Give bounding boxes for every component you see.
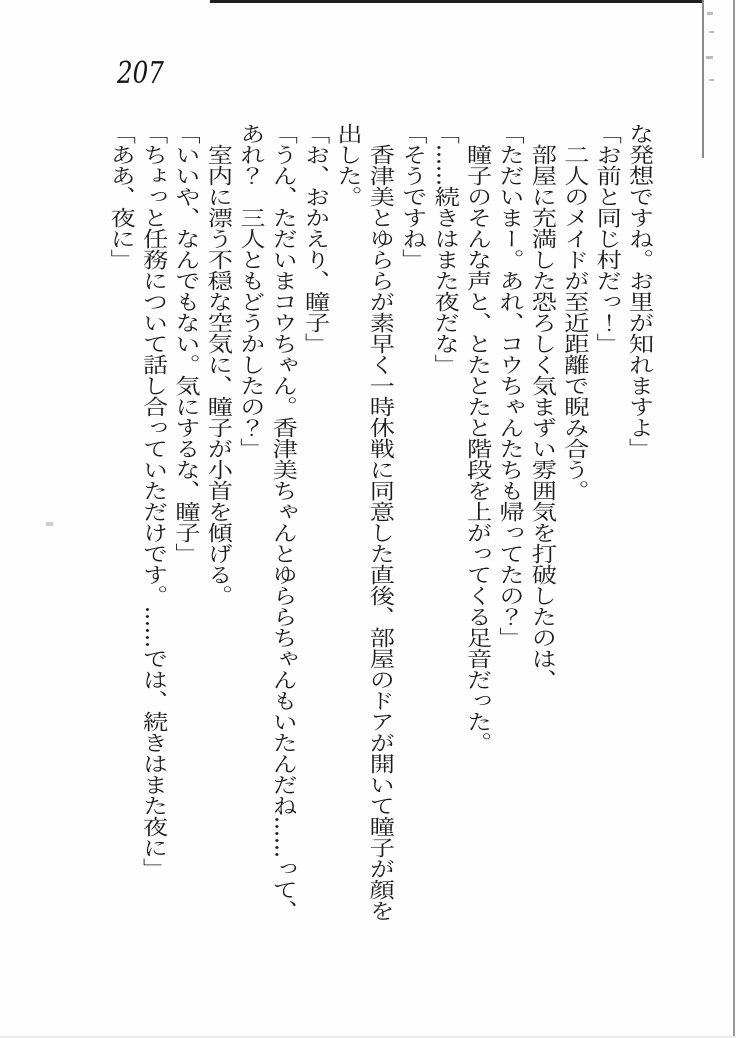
scan-artifact-top-line	[210, 0, 703, 3]
novel-text-block	[105, 123, 656, 1003]
scan-artifact-right-short-line	[702, 0, 704, 158]
scan-artifact-speck	[707, 12, 713, 15]
text-line-12: 「うん、ただいまコウちゃん。香津美ちゃんとゆららちゃんもいたんだね……って、	[269, 123, 299, 921]
text-line-1: な発想ですね。お里が知れますよ」	[626, 123, 655, 459]
text-line-14: 室内に漂う不穏な空気に、瞳子が小首を傾げる。	[204, 123, 234, 606]
text-line-16: 「ちょっと任務について話し合っていただけです。……では、続きはまた夜に」	[139, 123, 169, 879]
text-line-8: 「そうですね」	[399, 123, 428, 270]
text-line-4: 部屋に充満した恐ろしく気まずい雰囲気を打破したのは、	[528, 123, 558, 690]
scan-artifact-right-edge-line	[733, 0, 735, 1038]
text-line-15: 「いいや、なんでもない。気にするな、瞳子」	[172, 123, 202, 564]
text-line-10: 出した。	[334, 123, 364, 207]
text-line-9: 香津美とゆららが素早く一時休戦に同意した直後、部屋のドアが開いて瞳子が顔を	[366, 123, 396, 921]
text-line-5: 「ただいまー。あれ、コウちゃんたちも帰ってたの？」	[496, 123, 526, 648]
scan-artifact-speck	[46, 522, 53, 526]
scan-artifact-speck	[709, 31, 714, 33]
scan-artifact-speck	[709, 79, 714, 81]
text-line-17: 「ああ、夜に」	[107, 123, 137, 270]
text-line-13: あれ？ 三人ともどうかしたの？」	[237, 123, 266, 459]
text-line-6: 瞳子のそんな声と、とたとたと階段を上がってくる足音だった。	[463, 123, 493, 753]
page-number: 207	[117, 56, 164, 91]
text-line-2: 「お前と同じ村だっ！」	[593, 123, 623, 354]
text-line-11: 「お、おかえり、瞳子」	[301, 123, 331, 354]
scan-artifact-speck	[706, 56, 713, 59]
text-line-3: 二人のメイドが至近距離で睨み合う。	[561, 123, 590, 501]
text-line-7: 「……続きはまた夜だな」	[431, 123, 461, 375]
